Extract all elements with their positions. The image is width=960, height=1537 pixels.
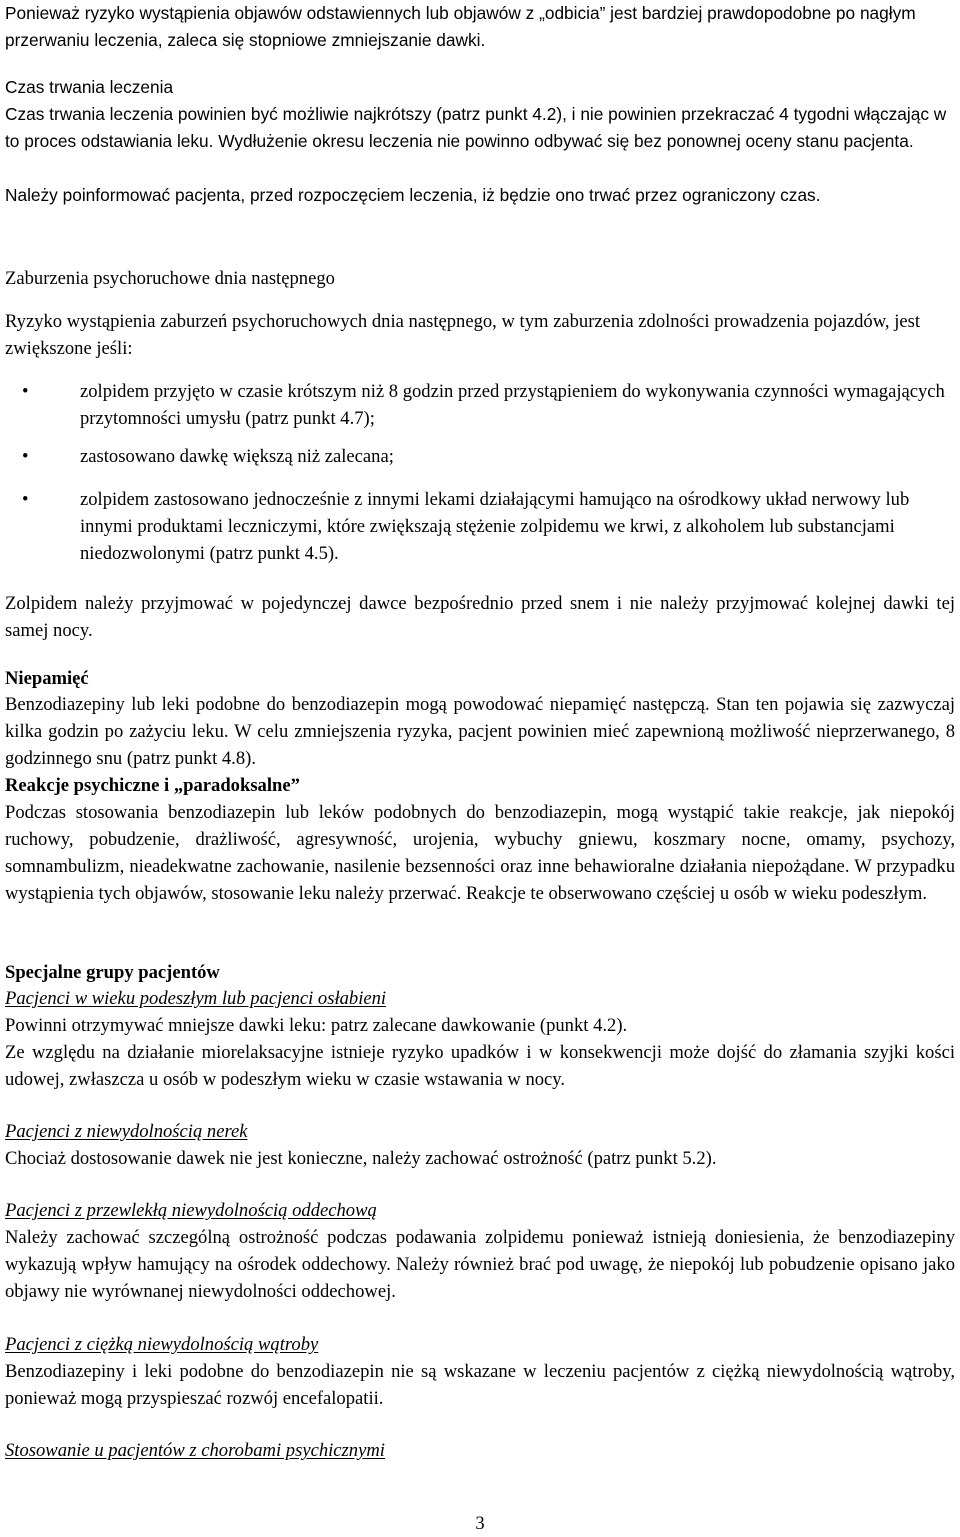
respiratory-paragraph: Należy zachować szczególną ostrożność podczas podawania zolpidemu ponieważ istnieją doniesienia, że benzodiazepiny wykazują wpływ hamujący na ośrodek oddechowy. Należy również brać pod uwagę, że niepokój lub pobudzenie opisano jako objawy nie wyrównanej niewydolności oddechowej. [5,1227,955,1302]
bullet-dot: • [22,489,29,510]
psychiatric-subheading: Stosowanie u pacjentów z chorobami psychicznymi [5,1440,385,1461]
amnesia-heading: Niepamięć [5,668,89,689]
bullet-text: zolpidem przyjęto w czasie krótszym niż 8 godzin przed przystąpieniem do wykonywania czynności wymagających przytomności umysłu (patrz punkt 4.7); [80,381,945,429]
renal-paragraph: Chociaż dostosowanie dawek nie jest konieczne, należy zachować ostrożność (patrz punkt 5.2). [5,1148,717,1169]
duration-heading: Czas trwania leczenia [5,77,174,97]
nextday-heading: Zaburzenia psychoruchowe dnia następnego [5,268,335,289]
intro-paragraph: Ponieważ ryzyko wystąpienia objawów odstawiennych lub objawów z „odbicia” jest bardziej prawdopodobne po nagłym przerwaniu leczenia, zaleca się stopniowe zmniejszanie dawki. [5,3,916,50]
elderly-subheading: Pacjenci w wieku podeszłym lub pacjenci osłabieni [5,988,387,1009]
amnesia-paragraph: Benzodiazepiny lub leki podobne do benzodiazepin mogą powodować niepamięć następczą. Stan ten pojawia się zazwyczaj kilka godzin po zażyciu leku. W celu zmniejszenia ryzyka, pacjent powinien mieć zapewnioną możliwość nieprzerwanego, 8 godzinnego snu (patrz punkt 4.8). [5,694,955,769]
bullet-dot: • [22,446,29,467]
paradoxical-paragraph: Podczas stosowania benzodiazepin lub leków podobnych do benzodiazepin, mogą wystąpić takie reakcje, jak niepokój ruchowy, pobudzenie, drażliwość, agresywność, urojenia, wybuchy gniewu, koszmary nocne, omamy, psychozy, somnambulizm, nieadekwatne zachowanie, nasilenie bezsenności oraz inne behawioralne działania niepożądane. W przypadku wystąpienia tych objawów, stosowanie leku należy przerwać. Reakcje te obserwowano częściej u osób w wieku podeszłym. [5,802,955,904]
bullet-item [5,443,955,470]
bullet-item [5,486,955,567]
duration-paragraph: Czas trwania leczenia powinien być możliwie najkrótszy (patrz punkt 4.2), i nie powinien przekraczać 4 tygodni włączając w to proces odstawiania leku. Wydłużenie okresu leczenia nie powinno odbywać się bez ponownej oceny stanu pacjenta. [5,104,947,151]
page-number: 3 [475,1513,485,1534]
elderly-paragraph-1: Powinni otrzymywać mniejsze dawki leku: patrz zalecane dawkowanie (punkt 4.2). [5,1015,628,1036]
risk-bullet-list [5,378,955,567]
hepatic-subheading: Pacjenci z ciężką niewydolnością wątroby [5,1334,319,1355]
respiratory-subheading: Pacjenci z przewlekłą niewydolnością oddechową [5,1200,377,1221]
duration-info-paragraph: Należy poinformować pacjenta, przed rozpoczęciem leczenia, iż będzie ono trwać przez ograniczony czas. [5,185,821,205]
hepatic-paragraph: Benzodiazepiny i leki podobne do benzodiazepin nie są wskazane w leczeniu pacjentów z ciężką niewydolnością wątroby, ponieważ mogą przyspieszać rozwój encefalopatii. [5,1361,955,1409]
elderly-paragraph-2: Ze względu na działanie miorelaksacyjne istnieje ryzyko upadków i w konsekwencji może dojść do złamania szyjki kości udowej, zwłaszcza u osób w podeszłym wieku w czasie wstawania w nocy. [5,1042,955,1090]
special-groups-heading: Specjalne grupy pacjentów [5,962,220,983]
renal-subheading: Pacjenci z niewydolnością nerek [5,1121,248,1142]
dosing-note: Zolpidem należy przyjmować w pojedynczej dawce bezpośrednio przed snem i nie należy przyjmować kolejnej dawki tej samej nocy. [5,593,955,641]
nextday-intro: Ryzyko wystąpienia zaburzeń psychoruchowych dnia następnego, w tym zaburzenia zdolności prowadzenia pojazdów, jest zwiększone jeśli: [5,311,921,359]
bullet-dot: • [22,381,29,402]
bullet-text: zolpidem zastosowano jednocześnie z innymi lekami działającymi hamująco na ośrodkowy układ nerwowy lub innymi produktami leczniczymi, które zwiększają stężenie zolpidemu we krwi, z alkoholem lub substancjami niedozwolonymi (patrz punkt 4.5). [80,489,910,564]
paradoxical-heading: Reakcje psychiczne i „paradoksalne” [5,775,300,796]
bullet-item [5,378,955,432]
bullet-text: zastosowano dawkę większą niż zalecana; [80,446,394,467]
